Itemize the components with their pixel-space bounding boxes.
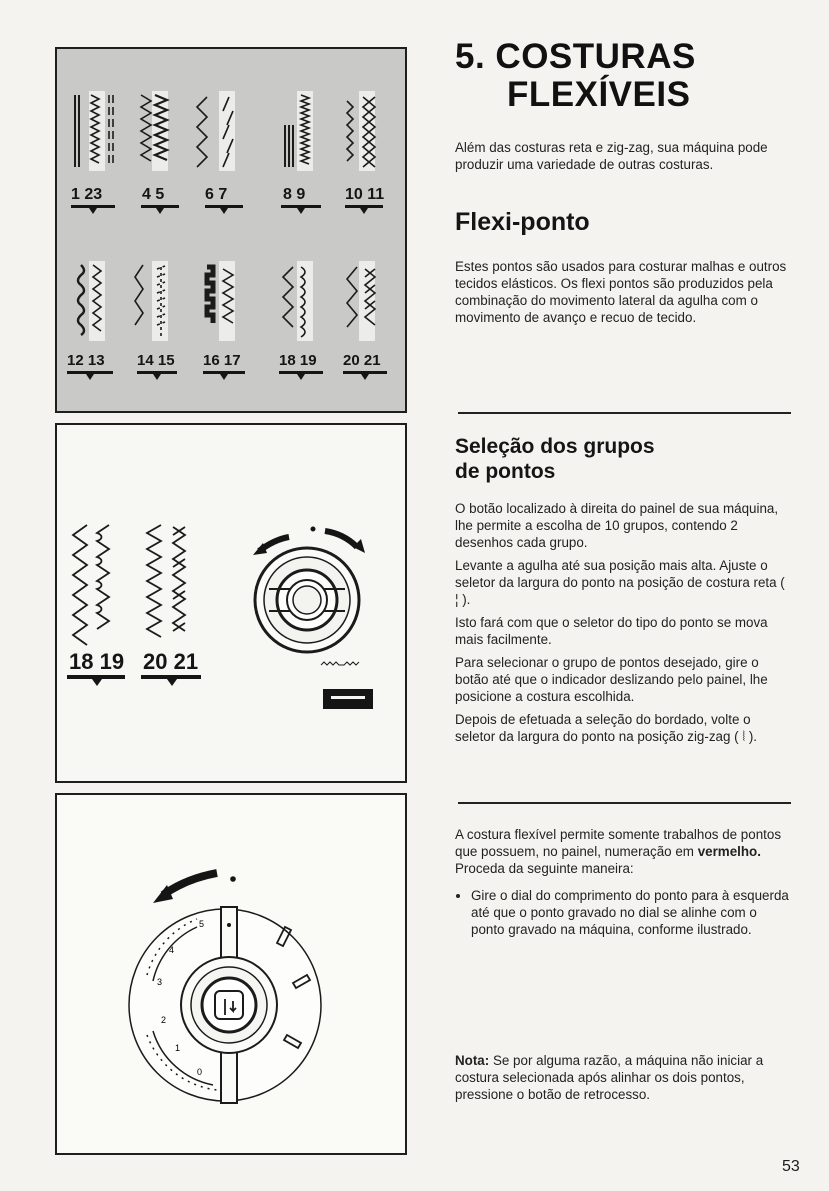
- selector-detail-panel: [55, 423, 407, 783]
- stitch-number-1-3: 1 23: [71, 186, 103, 203]
- flex-note-text: [455, 826, 791, 938]
- stitch-number-20-21: 20 21: [343, 352, 381, 369]
- chapter-title-line2: FLEXÍVEIS: [507, 75, 691, 114]
- flex-note-end: Proceda da seguinte maneira:: [455, 861, 634, 876]
- dial-digit-2: 2: [161, 1015, 167, 1025]
- length-dial-panel: [55, 793, 407, 1155]
- stitch-number-8-9: 8 9: [283, 186, 306, 203]
- stitch-number-18-19: 18 19: [279, 352, 317, 369]
- stitch-number-14-15: 14 15: [137, 352, 175, 369]
- groups-heading-line2: de pontos: [455, 460, 556, 483]
- dial-digit-4: 4: [169, 945, 175, 955]
- dial-digit-5: 5: [199, 919, 205, 929]
- stitch-number-16-17: 16 17: [203, 352, 241, 369]
- flexi-heading: Flexi-ponto: [455, 208, 590, 236]
- flex-note-start: A costura flexível permite somente trabalhos de pontos que possuem, no painel, numeração em: [455, 827, 782, 859]
- stitch-number-6-7: 6 7: [205, 186, 228, 203]
- note-paragraph: [455, 1052, 791, 1103]
- stitch-selector-dial[interactable]: [255, 548, 359, 652]
- flexi-paragraph: Estes pontos são usados para costurar malhas e outros tecidos elásticos. Os flexi pontos são produzidos pela combinação do movimento lateral da agulha com o movimento de avanço e recuo de tecido.: [455, 259, 787, 325]
- groups-heading: [455, 434, 791, 484]
- chapter-title-line1: 5. COSTURAS: [455, 37, 696, 76]
- page-number: 53: [782, 1158, 800, 1175]
- dial-digit-0: 0: [197, 1067, 203, 1077]
- groups-text: [455, 500, 791, 745]
- note-label: Nota:: [455, 1053, 490, 1068]
- dial-digit-3: 3: [157, 977, 163, 987]
- chapter-title: [455, 38, 696, 114]
- selector-number-20-21: 20 21: [143, 649, 199, 674]
- note-text: Se por alguma razão, a máquina não iniciar a costura selecionada após alinhar os dois pontos, pressione o botão de retrocesso.: [455, 1053, 764, 1102]
- length-dial-illustration: [57, 795, 405, 1153]
- stitch-length-dial[interactable]: [129, 907, 321, 1103]
- flex-note-bold: vermelho.: [697, 844, 761, 859]
- section-divider: [458, 802, 791, 804]
- selector-detail-illustration: [57, 425, 405, 781]
- section-divider: [458, 412, 791, 414]
- stitch-number-12-13: 12 13: [67, 352, 105, 369]
- groups-paragraph-5: Depois de efetuada a seleção do bordado, volte o seletor da largura do ponto na posição zig-zag ( ⦚ ).: [455, 712, 758, 744]
- stitch-chart-panel: [55, 47, 407, 413]
- flex-note-paragraph: [455, 826, 791, 877]
- groups-paragraph-4: Para selecionar o grupo de pontos desejado, gire o botão até que o indicador deslizando pelo painel, lhe posicione a costura escolhida.: [455, 655, 768, 704]
- stitch-chart-illustration: [57, 49, 405, 411]
- groups-paragraph-3: Isto fará com que o seletor do tipo do ponto se mova mais facilmente.: [455, 615, 768, 647]
- stitch-number-10-11: 10 11: [345, 186, 385, 203]
- groups-paragraph-2: Levante a agulha até sua posição mais alta. Ajuste o seletor da largura do ponto na posição de costura reta ( ¦ ).: [455, 558, 785, 607]
- stitch-number-4-5: 4 5: [142, 186, 165, 203]
- instruction-list: [455, 887, 791, 938]
- selector-number-18-19: 18 19: [69, 649, 125, 674]
- dial-digit-1: 1: [175, 1043, 181, 1053]
- intro-paragraph: Além das costuras reta e zig-zag, sua máquina pode produzir uma variedade de outras costuras.: [455, 140, 768, 172]
- groups-paragraph-1: O botão localizado à direita do painel de sua máquina, lhe permite a escolha de 10 grupos, contendo 2 desenhos cada grupo.: [455, 501, 779, 550]
- instruction-bullet: • Gire o dial do comprimento do ponto para à esquerda até que o ponto gravado no dial se alinhe com o ponto gravado na máquina, conforme ilustrado.: [471, 887, 791, 938]
- groups-heading-line1: Seleção dos grupos: [455, 435, 655, 458]
